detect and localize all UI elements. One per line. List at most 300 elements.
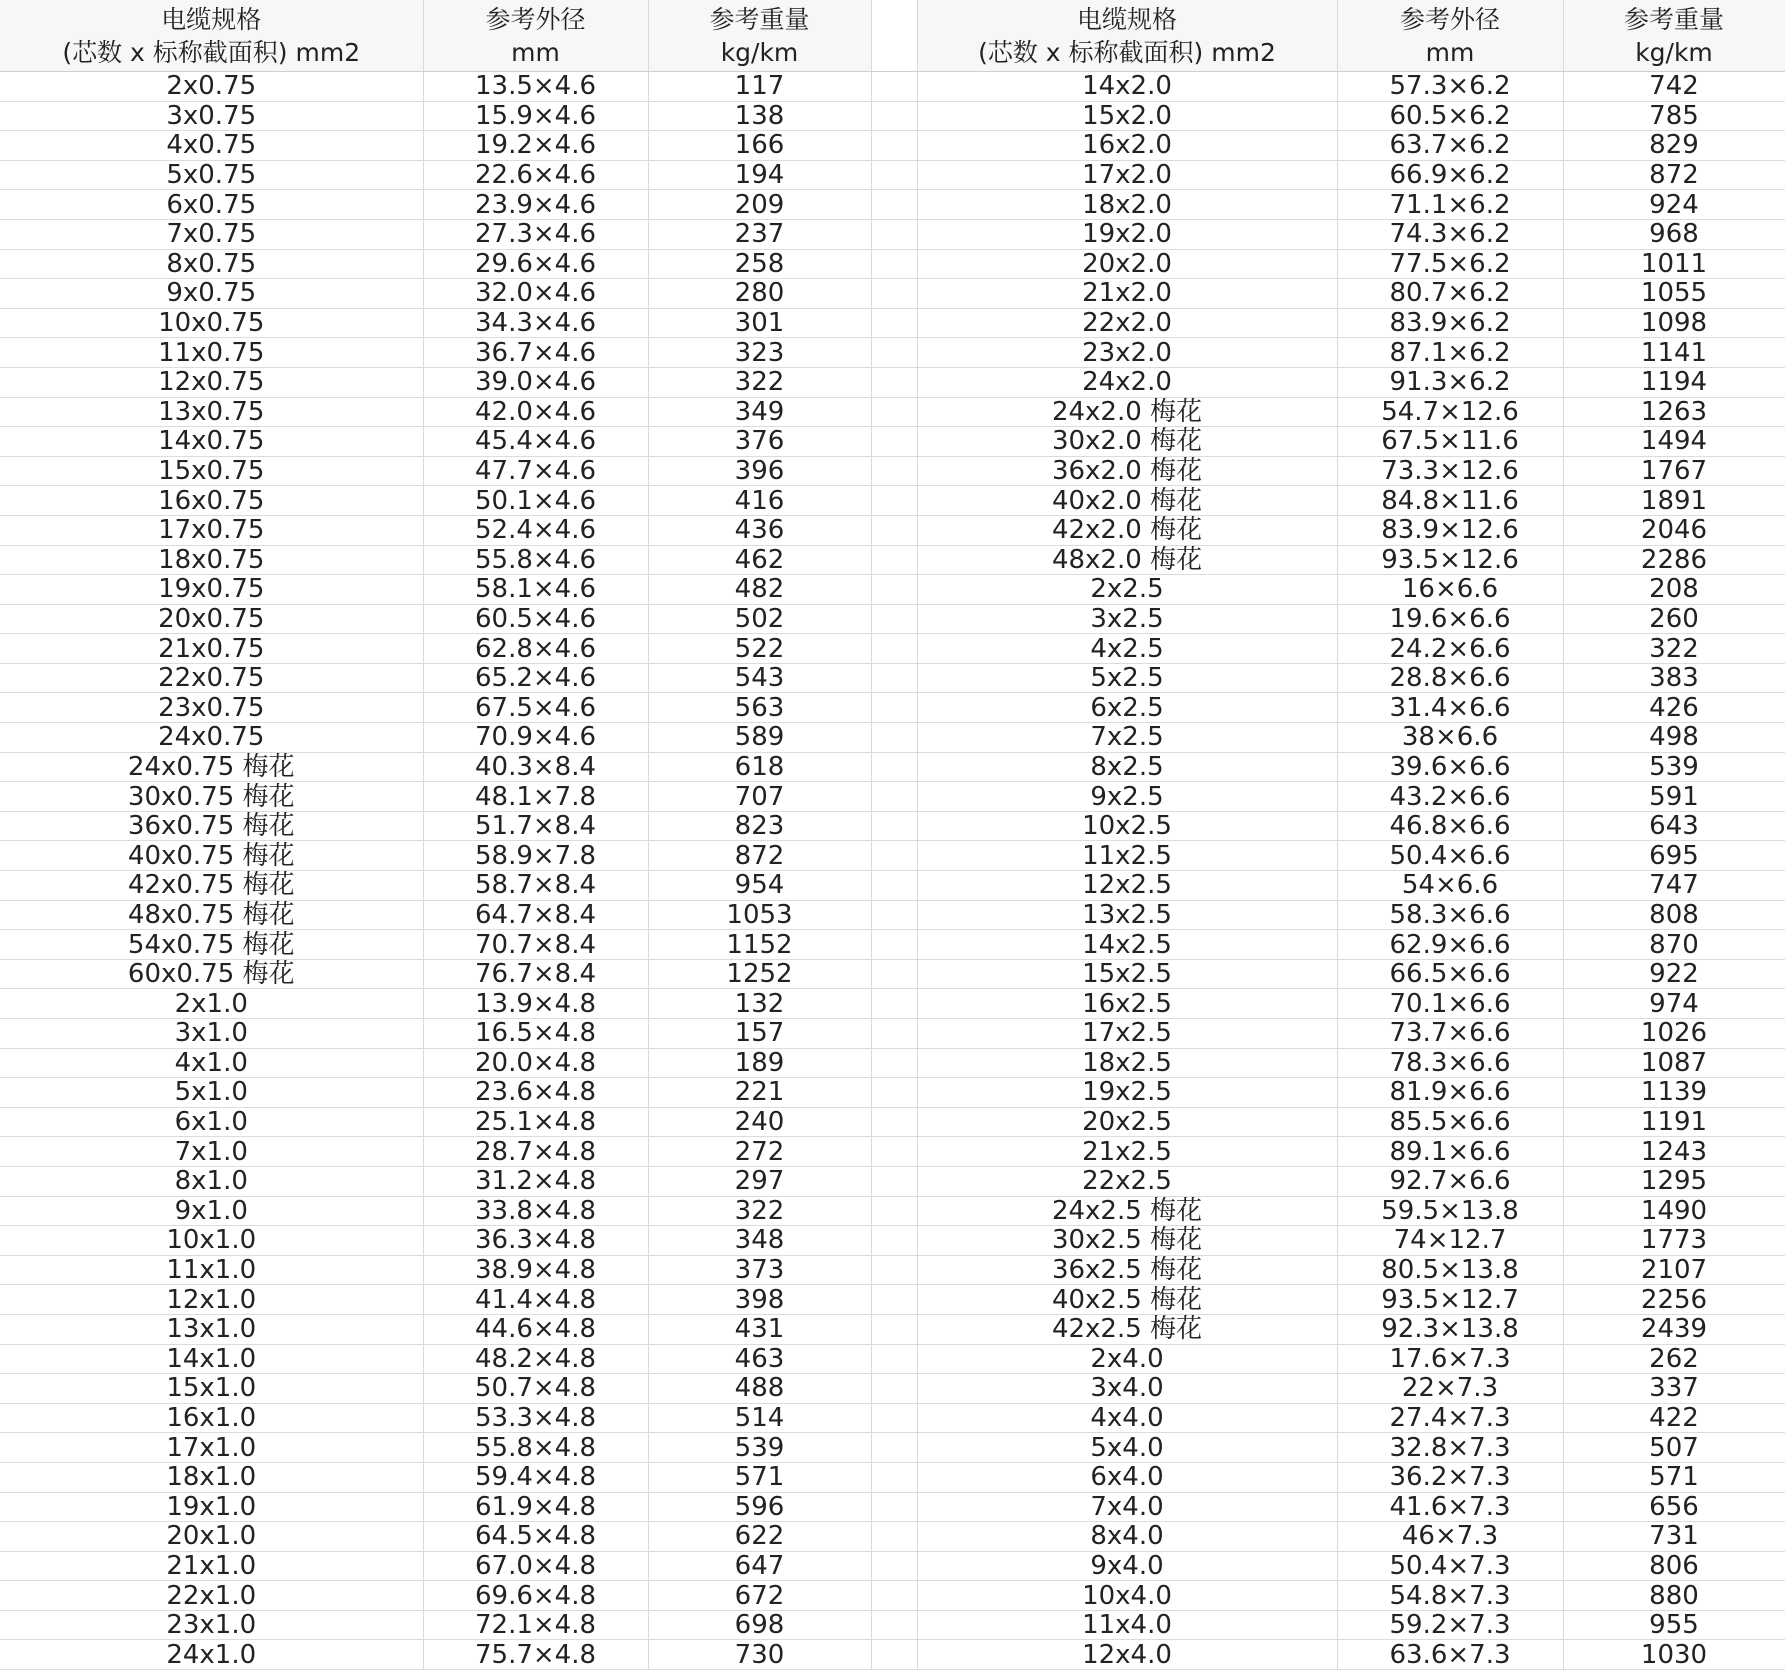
left-spec-cell: 6x0.75 (0, 190, 423, 220)
right-weight-cell: 1773 (1563, 1226, 1785, 1256)
left-diameter-cell: 69.6×4.8 (423, 1581, 648, 1611)
table-row (0, 1344, 1785, 1374)
left-weight-cell: 730 (648, 1640, 871, 1670)
column-gap (871, 1433, 917, 1463)
left-diameter-cell: 48.2×4.8 (423, 1344, 648, 1374)
right-weight-cell: 1767 (1563, 456, 1785, 486)
right-spec-cell: 12x2.5 (917, 871, 1337, 901)
left-weight-cell: 323 (648, 338, 871, 368)
column-gap (871, 782, 917, 812)
left-weight-cell: 618 (648, 752, 871, 782)
right-spec-cell: 14x2.0 (917, 72, 1337, 102)
left-weight-cell: 272 (648, 1137, 871, 1167)
column-gap (871, 131, 917, 161)
header-spec-title: 电缆规格 (1076, 4, 1177, 34)
right-diameter-cell: 81.9×6.6 (1337, 1078, 1563, 1108)
column-gap (871, 545, 917, 575)
table-row (0, 249, 1785, 279)
table-row (0, 308, 1785, 338)
right-weight-cell: 656 (1563, 1492, 1785, 1522)
right-weight-cell: 260 (1563, 604, 1785, 634)
right-diameter-cell: 80.5×13.8 (1337, 1255, 1563, 1285)
header-diameter-left (423, 0, 648, 72)
left-diameter-cell: 67.5×4.6 (423, 693, 648, 723)
left-weight-cell: 522 (648, 634, 871, 664)
right-spec-cell: 21x2.5 (917, 1137, 1337, 1167)
left-spec-cell: 54x0.75 梅花 (0, 930, 423, 960)
right-diameter-cell: 63.7×6.2 (1337, 131, 1563, 161)
right-spec-cell: 30x2.5 梅花 (917, 1226, 1337, 1256)
right-spec-cell: 16x2.5 (917, 989, 1337, 1019)
left-weight-cell: 589 (648, 723, 871, 753)
left-spec-cell: 11x0.75 (0, 338, 423, 368)
left-diameter-cell: 62.8×4.6 (423, 634, 648, 664)
left-spec-cell: 4x0.75 (0, 131, 423, 161)
right-weight-cell: 2439 (1563, 1314, 1785, 1344)
left-diameter-cell: 53.3×4.8 (423, 1403, 648, 1433)
column-gap (871, 1374, 917, 1404)
left-diameter-cell: 61.9×4.8 (423, 1492, 648, 1522)
right-spec-cell: 7x4.0 (917, 1492, 1337, 1522)
left-diameter-cell: 19.2×4.6 (423, 131, 648, 161)
left-diameter-cell: 39.0×4.6 (423, 367, 648, 397)
right-spec-cell: 7x2.5 (917, 723, 1337, 753)
left-weight-cell: 396 (648, 456, 871, 486)
left-spec-cell: 19x1.0 (0, 1492, 423, 1522)
right-diameter-cell: 83.9×12.6 (1337, 515, 1563, 545)
right-weight-cell: 1030 (1563, 1640, 1785, 1670)
right-spec-cell: 36x2.5 梅花 (917, 1255, 1337, 1285)
column-gap (871, 693, 917, 723)
left-diameter-cell: 36.3×4.8 (423, 1226, 648, 1256)
right-diameter-cell: 46×7.3 (1337, 1522, 1563, 1552)
left-spec-cell: 20x0.75 (0, 604, 423, 634)
left-spec-cell: 22x1.0 (0, 1581, 423, 1611)
right-weight-cell: 208 (1563, 575, 1785, 605)
right-diameter-cell: 54×6.6 (1337, 871, 1563, 901)
table-row (0, 515, 1785, 545)
right-weight-cell: 968 (1563, 219, 1785, 249)
header-weight-right (1563, 0, 1785, 72)
right-weight-cell: 1263 (1563, 397, 1785, 427)
right-diameter-cell: 43.2×6.6 (1337, 782, 1563, 812)
right-spec-cell: 42x2.5 梅花 (917, 1314, 1337, 1344)
left-weight-cell: 954 (648, 871, 871, 901)
right-weight-cell: 695 (1563, 841, 1785, 871)
column-gap (871, 1522, 917, 1552)
left-weight-cell: 539 (648, 1433, 871, 1463)
left-weight-cell: 431 (648, 1314, 871, 1344)
right-weight-cell: 2286 (1563, 545, 1785, 575)
left-spec-cell: 14x1.0 (0, 1344, 423, 1374)
left-spec-cell: 12x0.75 (0, 367, 423, 397)
left-spec-cell: 6x1.0 (0, 1107, 423, 1137)
table-row (0, 1640, 1785, 1670)
left-weight-cell: 463 (648, 1344, 871, 1374)
right-spec-cell: 11x4.0 (917, 1610, 1337, 1640)
left-weight-cell: 258 (648, 249, 871, 279)
left-weight-cell: 322 (648, 367, 871, 397)
left-spec-cell: 7x1.0 (0, 1137, 423, 1167)
left-diameter-cell: 28.7×4.8 (423, 1137, 648, 1167)
table-row (0, 367, 1785, 397)
column-gap (871, 1344, 917, 1374)
right-diameter-cell: 54.8×7.3 (1337, 1581, 1563, 1611)
left-weight-cell: 240 (648, 1107, 871, 1137)
right-spec-cell: 14x2.5 (917, 930, 1337, 960)
right-weight-cell: 742 (1563, 72, 1785, 102)
left-spec-cell: 60x0.75 梅花 (0, 959, 423, 989)
column-gap (871, 456, 917, 486)
right-diameter-cell: 73.7×6.6 (1337, 1019, 1563, 1049)
left-diameter-cell: 75.7×4.8 (423, 1640, 648, 1670)
right-spec-cell: 23x2.0 (917, 338, 1337, 368)
left-diameter-cell: 51.7×8.4 (423, 811, 648, 841)
left-diameter-cell: 44.6×4.8 (423, 1314, 648, 1344)
right-spec-cell: 40x2.0 梅花 (917, 486, 1337, 516)
column-gap (871, 1019, 917, 1049)
right-diameter-cell: 74×12.7 (1337, 1226, 1563, 1256)
column-gap (871, 219, 917, 249)
left-spec-cell: 7x0.75 (0, 219, 423, 249)
right-diameter-cell: 73.3×12.6 (1337, 456, 1563, 486)
column-gap (871, 279, 917, 309)
column-gap (871, 1551, 917, 1581)
table-row (0, 160, 1785, 190)
column-gap (871, 989, 917, 1019)
column-gap (871, 427, 917, 457)
table-row (0, 1581, 1785, 1611)
left-weight-cell: 209 (648, 190, 871, 220)
right-spec-cell: 6x2.5 (917, 693, 1337, 723)
left-spec-cell: 3x1.0 (0, 1019, 423, 1049)
left-spec-cell: 24x0.75 梅花 (0, 752, 423, 782)
right-weight-cell: 1011 (1563, 249, 1785, 279)
left-diameter-cell: 23.9×4.6 (423, 190, 648, 220)
left-weight-cell: 823 (648, 811, 871, 841)
left-diameter-cell: 40.3×8.4 (423, 752, 648, 782)
left-diameter-cell: 31.2×4.8 (423, 1166, 648, 1196)
table-row (0, 72, 1785, 102)
right-weight-cell: 955 (1563, 1610, 1785, 1640)
right-weight-cell: 2046 (1563, 515, 1785, 545)
right-weight-cell: 422 (1563, 1403, 1785, 1433)
column-gap (871, 811, 917, 841)
header-spec-right (917, 0, 1337, 72)
left-spec-cell: 10x0.75 (0, 308, 423, 338)
left-diameter-cell: 38.9×4.8 (423, 1255, 648, 1285)
column-gap (871, 1196, 917, 1226)
left-spec-cell: 13x0.75 (0, 397, 423, 427)
right-diameter-cell: 58.3×6.6 (1337, 900, 1563, 930)
column-gap (871, 1137, 917, 1167)
left-diameter-cell: 70.9×4.6 (423, 723, 648, 753)
header-spec-left (0, 0, 423, 72)
right-weight-cell: 1098 (1563, 308, 1785, 338)
table-row (0, 131, 1785, 161)
left-diameter-cell: 76.7×8.4 (423, 959, 648, 989)
left-weight-cell: 280 (648, 279, 871, 309)
right-spec-cell: 9x4.0 (917, 1551, 1337, 1581)
left-spec-cell: 21x1.0 (0, 1551, 423, 1581)
header-diameter-title: 参考外径 (485, 4, 586, 34)
column-gap (871, 575, 917, 605)
header-diameter-title: 参考外径 (1399, 4, 1500, 34)
right-spec-cell: 19x2.5 (917, 1078, 1337, 1108)
right-weight-cell: 808 (1563, 900, 1785, 930)
right-diameter-cell: 77.5×6.2 (1337, 249, 1563, 279)
right-weight-cell: 1026 (1563, 1019, 1785, 1049)
table-row (0, 1610, 1785, 1640)
left-diameter-cell: 32.0×4.6 (423, 279, 648, 309)
left-weight-cell: 189 (648, 1048, 871, 1078)
table-row (0, 1433, 1785, 1463)
left-spec-cell: 3x0.75 (0, 101, 423, 131)
left-diameter-cell: 16.5×4.8 (423, 1019, 648, 1049)
right-spec-cell: 18x2.0 (917, 190, 1337, 220)
right-spec-cell: 20x2.5 (917, 1107, 1337, 1137)
left-spec-cell: 15x1.0 (0, 1374, 423, 1404)
right-weight-cell: 507 (1563, 1433, 1785, 1463)
table-row (0, 279, 1785, 309)
left-weight-cell: 117 (648, 72, 871, 102)
right-diameter-cell: 93.5×12.6 (1337, 545, 1563, 575)
column-gap (871, 663, 917, 693)
table-row (0, 900, 1785, 930)
right-spec-cell: 22x2.0 (917, 308, 1337, 338)
right-weight-cell: 1141 (1563, 338, 1785, 368)
right-diameter-cell: 62.9×6.6 (1337, 930, 1563, 960)
left-diameter-cell: 45.4×4.6 (423, 427, 648, 457)
table-row (0, 1403, 1785, 1433)
column-gap (871, 959, 917, 989)
right-diameter-cell: 89.1×6.6 (1337, 1137, 1563, 1167)
right-weight-cell: 262 (1563, 1344, 1785, 1374)
left-weight-cell: 482 (648, 575, 871, 605)
column-gap (871, 604, 917, 634)
left-diameter-cell: 58.7×8.4 (423, 871, 648, 901)
left-weight-cell: 502 (648, 604, 871, 634)
left-diameter-cell: 64.7×8.4 (423, 900, 648, 930)
right-weight-cell: 498 (1563, 723, 1785, 753)
table-row (0, 1019, 1785, 1049)
left-weight-cell: 622 (648, 1522, 871, 1552)
left-diameter-cell: 33.8×4.8 (423, 1196, 648, 1226)
left-spec-cell: 2x0.75 (0, 72, 423, 102)
table-row (0, 1255, 1785, 1285)
left-weight-cell: 416 (648, 486, 871, 516)
right-diameter-cell: 78.3×6.6 (1337, 1048, 1563, 1078)
header-weight-unit: kg/km (720, 37, 799, 67)
right-weight-cell: 870 (1563, 930, 1785, 960)
table-row (0, 456, 1785, 486)
left-diameter-cell: 34.3×4.6 (423, 308, 648, 338)
left-weight-cell: 398 (648, 1285, 871, 1315)
left-weight-cell: 707 (648, 782, 871, 812)
left-weight-cell: 436 (648, 515, 871, 545)
right-weight-cell: 924 (1563, 190, 1785, 220)
table-row (0, 1285, 1785, 1315)
right-spec-cell: 16x2.0 (917, 131, 1337, 161)
column-gap (871, 752, 917, 782)
left-spec-cell: 23x1.0 (0, 1610, 423, 1640)
right-spec-cell: 5x2.5 (917, 663, 1337, 693)
right-diameter-cell: 87.1×6.2 (1337, 338, 1563, 368)
right-diameter-cell: 66.9×6.2 (1337, 160, 1563, 190)
column-gap (871, 1107, 917, 1137)
column-gap (871, 1285, 917, 1315)
left-diameter-cell: 48.1×7.8 (423, 782, 648, 812)
right-diameter-cell: 66.5×6.6 (1337, 959, 1563, 989)
right-weight-cell: 829 (1563, 131, 1785, 161)
left-spec-cell: 10x1.0 (0, 1226, 423, 1256)
left-diameter-cell: 42.0×4.6 (423, 397, 648, 427)
right-weight-cell: 2256 (1563, 1285, 1785, 1315)
left-diameter-cell: 13.9×4.8 (423, 989, 648, 1019)
right-weight-cell: 922 (1563, 959, 1785, 989)
right-diameter-cell: 31.4×6.6 (1337, 693, 1563, 723)
right-spec-cell: 3x2.5 (917, 604, 1337, 634)
left-diameter-cell: 27.3×4.6 (423, 219, 648, 249)
right-weight-cell: 1087 (1563, 1048, 1785, 1078)
table-header (0, 0, 1785, 72)
column-gap (871, 841, 917, 871)
right-diameter-cell: 91.3×6.2 (1337, 367, 1563, 397)
header-weight-unit: kg/km (1635, 37, 1713, 67)
table-row (0, 219, 1785, 249)
left-diameter-cell: 25.1×4.8 (423, 1107, 648, 1137)
left-weight-cell: 872 (648, 841, 871, 871)
right-diameter-cell: 36.2×7.3 (1337, 1462, 1563, 1492)
column-gap (871, 1255, 917, 1285)
table-row (0, 959, 1785, 989)
right-diameter-cell: 24.2×6.6 (1337, 634, 1563, 664)
right-diameter-cell: 92.7×6.6 (1337, 1166, 1563, 1196)
column-gap (871, 1048, 917, 1078)
left-spec-cell: 20x1.0 (0, 1522, 423, 1552)
right-weight-cell: 1243 (1563, 1137, 1785, 1167)
left-weight-cell: 221 (648, 1078, 871, 1108)
column-gap (871, 160, 917, 190)
left-diameter-cell: 55.8×4.8 (423, 1433, 648, 1463)
left-weight-cell: 157 (648, 1019, 871, 1049)
table-row (0, 101, 1785, 131)
left-spec-cell: 16x0.75 (0, 486, 423, 516)
column-gap (871, 1314, 917, 1344)
header-diameter-unit: mm (511, 37, 560, 67)
right-diameter-cell: 50.4×6.6 (1337, 841, 1563, 871)
right-weight-cell: 806 (1563, 1551, 1785, 1581)
table-row (0, 545, 1785, 575)
left-diameter-cell: 58.9×7.8 (423, 841, 648, 871)
right-weight-cell: 1490 (1563, 1196, 1785, 1226)
right-diameter-cell: 32.8×7.3 (1337, 1433, 1563, 1463)
right-weight-cell: 539 (1563, 752, 1785, 782)
right-diameter-cell: 59.5×13.8 (1337, 1196, 1563, 1226)
header-diameter-right (1337, 0, 1563, 72)
column-gap (871, 338, 917, 368)
header-spec-subtitle: (芯数 x 标称截面积) mm2 (62, 37, 361, 67)
right-diameter-cell: 84.8×11.6 (1337, 486, 1563, 516)
left-diameter-cell: 70.7×8.4 (423, 930, 648, 960)
right-spec-cell: 48x2.0 梅花 (917, 545, 1337, 575)
table-row (0, 1462, 1785, 1492)
right-spec-cell: 15x2.5 (917, 959, 1337, 989)
right-spec-cell: 11x2.5 (917, 841, 1337, 871)
table-row (0, 338, 1785, 368)
right-diameter-cell: 70.1×6.6 (1337, 989, 1563, 1019)
header-weight-left (648, 0, 871, 72)
right-weight-cell: 322 (1563, 634, 1785, 664)
table-row (0, 427, 1785, 457)
table-row (0, 1048, 1785, 1078)
left-spec-cell: 48x0.75 梅花 (0, 900, 423, 930)
right-diameter-cell: 80.7×6.2 (1337, 279, 1563, 309)
right-weight-cell: 731 (1563, 1522, 1785, 1552)
left-spec-cell: 22x0.75 (0, 663, 423, 693)
right-diameter-cell: 39.6×6.6 (1337, 752, 1563, 782)
column-gap (871, 1166, 917, 1196)
left-spec-cell: 15x0.75 (0, 456, 423, 486)
left-spec-cell: 42x0.75 梅花 (0, 871, 423, 901)
right-diameter-cell: 50.4×7.3 (1337, 1551, 1563, 1581)
column-gap (871, 930, 917, 960)
right-spec-cell: 21x2.0 (917, 279, 1337, 309)
left-diameter-cell: 50.1×4.6 (423, 486, 648, 516)
left-diameter-cell: 67.0×4.8 (423, 1551, 648, 1581)
right-weight-cell: 337 (1563, 1374, 1785, 1404)
left-spec-cell: 14x0.75 (0, 427, 423, 457)
right-spec-cell: 24x2.0 梅花 (917, 397, 1337, 427)
left-diameter-cell: 22.6×4.6 (423, 160, 648, 190)
left-weight-cell: 373 (648, 1255, 871, 1285)
left-weight-cell: 563 (648, 693, 871, 723)
left-diameter-cell: 52.4×4.6 (423, 515, 648, 545)
left-spec-cell: 8x1.0 (0, 1166, 423, 1196)
right-weight-cell: 426 (1563, 693, 1785, 723)
column-gap (871, 1226, 917, 1256)
right-diameter-cell: 59.2×7.3 (1337, 1610, 1563, 1640)
right-spec-cell: 2x2.5 (917, 575, 1337, 605)
column-gap (871, 1403, 917, 1433)
left-weight-cell: 672 (648, 1581, 871, 1611)
right-spec-cell: 19x2.0 (917, 219, 1337, 249)
column-gap (871, 900, 917, 930)
right-spec-cell: 24x2.5 梅花 (917, 1196, 1337, 1226)
left-weight-cell: 138 (648, 101, 871, 131)
left-weight-cell: 297 (648, 1166, 871, 1196)
table-row (0, 782, 1785, 812)
right-weight-cell: 872 (1563, 160, 1785, 190)
column-gap (871, 249, 917, 279)
table-row (0, 1551, 1785, 1581)
column-gap (871, 1610, 917, 1640)
right-weight-cell: 974 (1563, 989, 1785, 1019)
right-diameter-cell: 57.3×6.2 (1337, 72, 1563, 102)
left-spec-cell: 36x0.75 梅花 (0, 811, 423, 841)
right-diameter-cell: 27.4×7.3 (1337, 1403, 1563, 1433)
left-weight-cell: 647 (648, 1551, 871, 1581)
left-weight-cell: 132 (648, 989, 871, 1019)
right-weight-cell: 785 (1563, 101, 1785, 131)
table-row (0, 811, 1785, 841)
header-spec-subtitle: (芯数 x 标称截面积) mm2 (978, 37, 1276, 67)
right-diameter-cell: 22×7.3 (1337, 1374, 1563, 1404)
left-weight-cell: 596 (648, 1492, 871, 1522)
left-diameter-cell: 20.0×4.8 (423, 1048, 648, 1078)
right-weight-cell: 1891 (1563, 486, 1785, 516)
table-row (0, 1314, 1785, 1344)
